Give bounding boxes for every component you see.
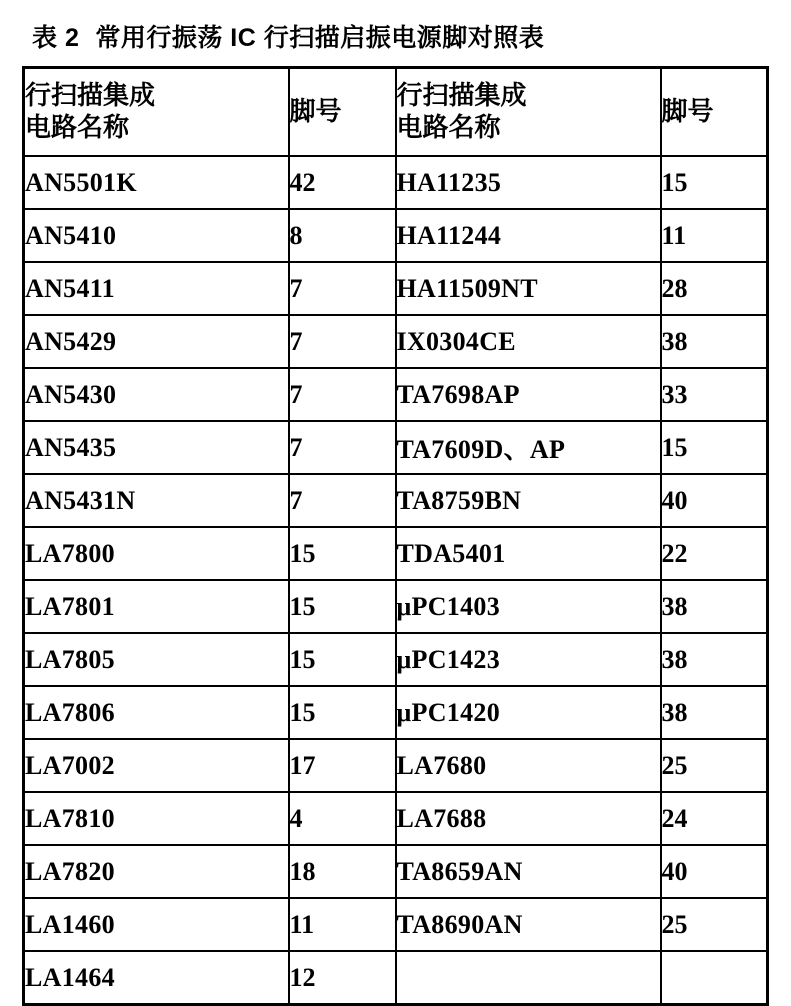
cell-pin-number-1: 18 <box>289 845 396 898</box>
table-caption <box>32 18 769 54</box>
column-header-line-2: 电路名称 <box>396 113 501 142</box>
cell-pin-number-1: 7 <box>289 368 396 421</box>
cell-pin-number-1: 15 <box>289 580 396 633</box>
ic-pin-reference-table <box>22 66 769 1006</box>
cell-circuit-name-1: AN5430 <box>24 368 289 421</box>
cell-pin-number-1: 7 <box>289 421 396 474</box>
cell-circuit-name-2: IX0304CE <box>396 315 661 368</box>
cell-circuit-name-2: μPC1403 <box>396 580 661 633</box>
table-body <box>24 156 768 1005</box>
cell-circuit-name-2: LA7688 <box>396 792 661 845</box>
cell-pin-number-1: 15 <box>289 527 396 580</box>
cell-circuit-name-2: TA8759BN <box>396 474 661 527</box>
cell-circuit-name-2: TA7698AP <box>396 368 661 421</box>
column-header-line-1: 脚号 <box>289 97 342 127</box>
column-header-line-2: 电路名称 <box>25 113 130 142</box>
table-caption-title: 常用行振荡 IC 行扫描启振电源脚对照表 <box>95 24 545 52</box>
cell-circuit-name-2: μPC1423 <box>396 633 661 686</box>
cell-circuit-name-1: LA1464 <box>24 951 289 1005</box>
table-row <box>24 845 768 898</box>
cell-circuit-name-1: AN5429 <box>24 315 289 368</box>
cell-circuit-name-1: AN5431N <box>24 474 289 527</box>
table-row <box>24 739 768 792</box>
table-header <box>24 68 768 157</box>
table-row <box>24 156 768 209</box>
cell-circuit-name-2: μPC1420 <box>396 686 661 739</box>
cell-pin-number-1: 17 <box>289 739 396 792</box>
table-row <box>24 792 768 845</box>
table-row <box>24 368 768 421</box>
cell-circuit-name-1: AN5411 <box>24 262 289 315</box>
table-header-row <box>24 68 768 157</box>
cell-circuit-name-2: HA11244 <box>396 209 661 262</box>
column-header-line-1: 行扫描集成 <box>25 81 156 111</box>
cell-pin-number-1: 7 <box>289 474 396 527</box>
cell-pin-number-2: 38 <box>661 315 768 368</box>
column-header-circuit-name-1 <box>24 68 289 157</box>
cell-pin-number-1: 11 <box>289 898 396 951</box>
cell-circuit-name-1: LA7806 <box>24 686 289 739</box>
cell-pin-number-2: 22 <box>661 527 768 580</box>
cell-pin-number-2: 24 <box>661 792 768 845</box>
column-header-line-1: 行扫描集成 <box>396 81 527 111</box>
table-row <box>24 421 768 474</box>
column-header-circuit-name-2 <box>396 68 661 157</box>
table-row <box>24 898 768 951</box>
column-header-line-1: 脚号 <box>661 97 714 127</box>
cell-pin-number-2: 25 <box>661 898 768 951</box>
cell-pin-number-2: 40 <box>661 474 768 527</box>
table-row <box>24 474 768 527</box>
column-header-pin-number-2 <box>661 68 768 157</box>
cell-circuit-name-1: AN5501K <box>24 156 289 209</box>
cell-circuit-name-1: LA7002 <box>24 739 289 792</box>
table-row <box>24 315 768 368</box>
table-row <box>24 580 768 633</box>
cell-pin-number-2: 38 <box>661 686 768 739</box>
cell-pin-number-2: 25 <box>661 739 768 792</box>
cell-circuit-name-1: LA1460 <box>24 898 289 951</box>
cell-circuit-name-1: LA7800 <box>24 527 289 580</box>
cell-circuit-name-2: TA7609D、AP <box>396 421 661 474</box>
cell-circuit-name-1: AN5410 <box>24 209 289 262</box>
cell-circuit-name-2: HA11235 <box>396 156 661 209</box>
cell-pin-number-1: 42 <box>289 156 396 209</box>
cell-pin-number-2 <box>661 951 768 1005</box>
cell-pin-number-1: 12 <box>289 951 396 1005</box>
cell-pin-number-2: 11 <box>661 209 768 262</box>
table-row <box>24 209 768 262</box>
cell-pin-number-1: 7 <box>289 315 396 368</box>
cell-pin-number-2: 15 <box>661 156 768 209</box>
cell-pin-number-1: 15 <box>289 686 396 739</box>
cell-circuit-name-1: LA7805 <box>24 633 289 686</box>
table-row <box>24 527 768 580</box>
cell-circuit-name-2: TA8659AN <box>396 845 661 898</box>
cell-pin-number-1: 15 <box>289 633 396 686</box>
cell-circuit-name-1: LA7801 <box>24 580 289 633</box>
cell-circuit-name-1: AN5435 <box>24 421 289 474</box>
cell-circuit-name-2: TDA5401 <box>396 527 661 580</box>
cell-pin-number-2: 33 <box>661 368 768 421</box>
cell-pin-number-2: 40 <box>661 845 768 898</box>
cell-circuit-name-1: LA7810 <box>24 792 289 845</box>
table-row <box>24 262 768 315</box>
table-row <box>24 686 768 739</box>
cell-circuit-name-1: LA7820 <box>24 845 289 898</box>
cell-pin-number-1: 4 <box>289 792 396 845</box>
cell-pin-number-2: 38 <box>661 580 768 633</box>
table-row <box>24 951 768 1005</box>
cell-circuit-name-2: TA8690AN <box>396 898 661 951</box>
cell-circuit-name-2: HA11509NT <box>396 262 661 315</box>
column-header-pin-number-1 <box>289 68 396 157</box>
cell-pin-number-2: 28 <box>661 262 768 315</box>
table-caption-label: 表 2 <box>32 24 80 52</box>
cell-circuit-name-2: LA7680 <box>396 739 661 792</box>
table-row <box>24 633 768 686</box>
cell-circuit-name-2 <box>396 951 661 1005</box>
cell-pin-number-1: 7 <box>289 262 396 315</box>
cell-pin-number-2: 38 <box>661 633 768 686</box>
cell-pin-number-2: 15 <box>661 421 768 474</box>
cell-pin-number-1: 8 <box>289 209 396 262</box>
